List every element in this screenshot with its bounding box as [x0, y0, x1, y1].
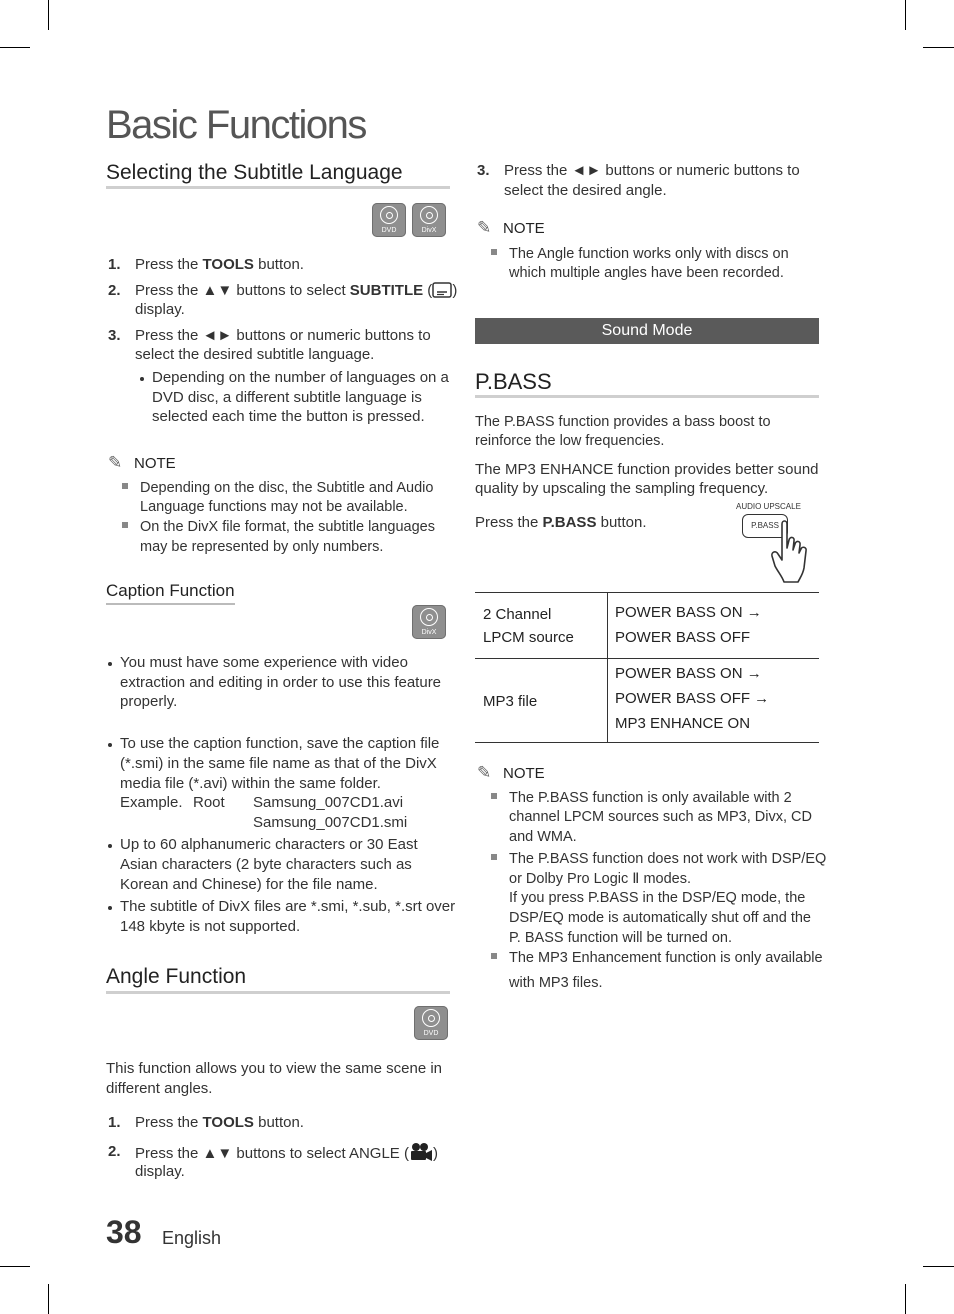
note-heading: ✎ NOTE	[108, 453, 176, 472]
pbass-remote-button[interactable]: P.BASS	[742, 514, 788, 538]
angle-step-2-cont: display.	[135, 1163, 185, 1180]
bullet-dot	[108, 662, 112, 666]
caption-bullet-2-l1: To use the caption function, save the caption file	[120, 735, 440, 752]
subtitle-bullet-l1: Depending on the number of languages on a	[152, 369, 449, 386]
bullet-dot	[108, 906, 112, 910]
crop-mark	[923, 47, 954, 48]
caption-heading: Caption Function	[106, 580, 235, 605]
example-folder: Root	[193, 794, 225, 811]
subtitle-bullet-l3: selected each time the button is pressed.	[152, 408, 425, 425]
caption-bullet-3-l1: Up to 60 alphanumeric characters or 30 East	[120, 836, 418, 853]
crop-mark	[905, 1284, 906, 1314]
page-number: 38	[106, 1214, 142, 1250]
table-mode: POWER BASS ON →	[615, 665, 762, 682]
pbass-note-2-l3: If you press P.BASS in the DSP/EQ mode, the	[509, 890, 806, 906]
section-rule	[475, 395, 819, 398]
divx-badge: DivX	[412, 605, 446, 639]
angle-step-2: Press the ▲▼ buttons to select ANGLE ( )	[135, 1142, 438, 1164]
subtitle-heading: Selecting the Subtitle Language	[106, 161, 403, 184]
camera-angle-icon	[409, 1142, 433, 1162]
note-square-bullet	[491, 793, 497, 799]
subtitle-bullet-l2: DVD disc, a different subtitle language is	[152, 389, 422, 406]
example-label: Example.	[120, 794, 183, 811]
subtitle-step-2-cont: display.	[135, 301, 185, 318]
page-language: English	[162, 1228, 222, 1248]
subtitle-step-1: Press the TOOLS button.	[135, 256, 304, 273]
bullet-dot	[108, 743, 112, 747]
pbass-para2-l2: quality by upscaling the sampling frequency.	[475, 480, 769, 497]
angle-note-l1: The Angle function works only with discs on	[509, 246, 789, 262]
pbass-note-1-l1: The P.BASS function is only available with 2	[509, 790, 792, 806]
pbass-para1-l1: The P.BASS function provides a bass boost to	[475, 414, 771, 430]
subtitle-note-1-l2: Language functions may not be available.	[140, 499, 408, 515]
step-number: 3.	[477, 162, 490, 179]
table-source-2ch-l2: LPCM source	[483, 629, 574, 646]
pencil-note-icon: ✎	[477, 218, 492, 237]
pbass-note-2-l4: DSP/EQ mode is automatically shut off and the	[509, 910, 811, 926]
angle-intro-l2: different angles.	[106, 1080, 213, 1097]
caption-bullet-2-l3: media file (*.avi) within the same folder.	[120, 775, 381, 792]
dvd-badge: DVD	[414, 1006, 448, 1040]
caption-bullet-4-l2: 148 kbyte is not supported.	[120, 918, 301, 935]
disc-icon	[420, 608, 438, 626]
note-heading: ✎ NOTE	[477, 218, 545, 237]
crop-mark	[905, 0, 906, 30]
table-source-2ch-l1: 2 Channel	[483, 606, 552, 623]
table-source-mp3: MP3 file	[483, 693, 538, 710]
pbass-para2-l1: The MP3 ENHANCE function provides better sound	[475, 461, 819, 478]
crop-mark	[48, 0, 49, 30]
disc-icon	[380, 206, 398, 224]
table-border	[475, 742, 819, 743]
step-number: 1.	[108, 256, 121, 273]
note-heading: ✎ NOTE	[477, 763, 545, 782]
table-border	[475, 658, 819, 659]
crop-mark	[0, 47, 30, 48]
subtitle-step-3-cont: select the desired subtitle language.	[135, 346, 375, 363]
subtitle-step-3: Press the ◄► buttons or numeric buttons to	[135, 327, 431, 344]
angle-step-3: Press the ◄► buttons or numeric buttons to	[504, 162, 800, 179]
angle-step-3-cont: select the desired angle.	[504, 182, 667, 199]
step-number: 1.	[108, 1114, 121, 1131]
crop-mark	[923, 1266, 954, 1267]
example-file-avi: Samsung_007CD1.avi	[253, 794, 404, 811]
pbass-note-1-l2: channel LPCM sources such as MP3, Divx, CD	[509, 809, 812, 825]
pbass-note-3-l1: The MP3 Enhancement function is only available	[509, 950, 823, 966]
table-mode: POWER BASS ON →	[615, 604, 762, 621]
subtitle-icon	[432, 282, 452, 298]
table-border	[475, 592, 819, 593]
caption-bullet-1-l2: extraction and editing in order to use this feature	[120, 674, 442, 691]
pbass-note-2-l2: or Dolby Pro Logic Ⅱ modes.	[509, 871, 692, 887]
note-square-bullet	[491, 249, 497, 255]
section-rule	[106, 991, 450, 994]
pbass-para1-l2: reinforce the low frequencies.	[475, 433, 665, 449]
step-number: 2.	[108, 1143, 121, 1160]
pbass-note-1-l3: and WMA.	[509, 829, 577, 845]
pencil-note-icon: ✎	[477, 763, 492, 782]
step-number: 2.	[108, 282, 121, 299]
crop-mark	[0, 1266, 30, 1267]
table-mode: POWER BASS OFF →	[615, 690, 770, 707]
caption-bullet-1-l3: properly.	[120, 693, 178, 710]
pbass-note-2-l5: P. BASS function will be turned on.	[509, 930, 733, 946]
caption-bullet-3-l3: Korean and Chinese) for the file name.	[120, 876, 378, 893]
table-border	[607, 592, 608, 742]
subtitle-note-1-l1: Depending on the disc, the Subtitle and Audio	[140, 480, 434, 496]
dvd-badge: DVD	[372, 203, 406, 237]
step-number: 3.	[108, 327, 121, 344]
audio-upscale-label: AUDIO UPSCALE	[736, 502, 801, 511]
disc-icon	[420, 206, 438, 224]
page-title: Basic Functions	[106, 103, 366, 147]
press-pbass-text: Press the P.BASS button.	[475, 514, 647, 531]
divx-badge: DivX	[412, 203, 446, 237]
pbass-note-3-l2: with MP3 files.	[509, 975, 603, 991]
subtitle-step-2: Press the ▲▼ buttons to select SUBTITLE ( )	[135, 282, 458, 299]
pointing-hand-icon	[770, 518, 812, 584]
subtitle-note-2-l2: may be represented by only numbers.	[140, 539, 384, 555]
bullet-dot	[108, 844, 112, 848]
caption-bullet-3-l2: Asian characters (2 byte characters such as	[120, 856, 412, 873]
pbass-heading: P.BASS	[475, 369, 552, 394]
pencil-note-icon: ✎	[108, 453, 123, 472]
angle-heading: Angle Function	[106, 965, 247, 988]
caption-bullet-4-l1: The subtitle of DivX files are *.smi, *.sub, *.srt over	[120, 898, 456, 915]
sound-mode-banner: Sound Mode	[475, 318, 819, 344]
subtitle-note-2-l1: On the DivX file format, the subtitle languages	[140, 519, 435, 535]
table-mode: POWER BASS OFF	[615, 629, 751, 646]
angle-note-l2: which multiple angles have been recorded.	[509, 265, 784, 281]
angle-step-1: Press the TOOLS button.	[135, 1114, 304, 1131]
crop-mark	[48, 1284, 49, 1314]
table-mode: MP3 ENHANCE ON	[615, 715, 751, 732]
note-square-bullet	[122, 522, 128, 528]
bullet-dot	[140, 377, 144, 381]
disc-icon	[422, 1009, 440, 1027]
note-square-bullet	[491, 854, 497, 860]
example-file-smi: Samsung_007CD1.smi	[253, 814, 408, 831]
angle-intro-l1: This function allows you to view the same scene in	[106, 1060, 442, 1077]
note-square-bullet	[491, 953, 497, 959]
section-rule	[106, 186, 450, 189]
caption-bullet-2-l2: (*.smi) in the same file name as that of the DivX	[120, 755, 437, 772]
pbass-note-2-l1: The P.BASS function does not work with DSP/EQ	[509, 851, 827, 867]
note-square-bullet	[122, 483, 128, 489]
caption-bullet-1-l1: You must have some experience with video	[120, 654, 408, 671]
